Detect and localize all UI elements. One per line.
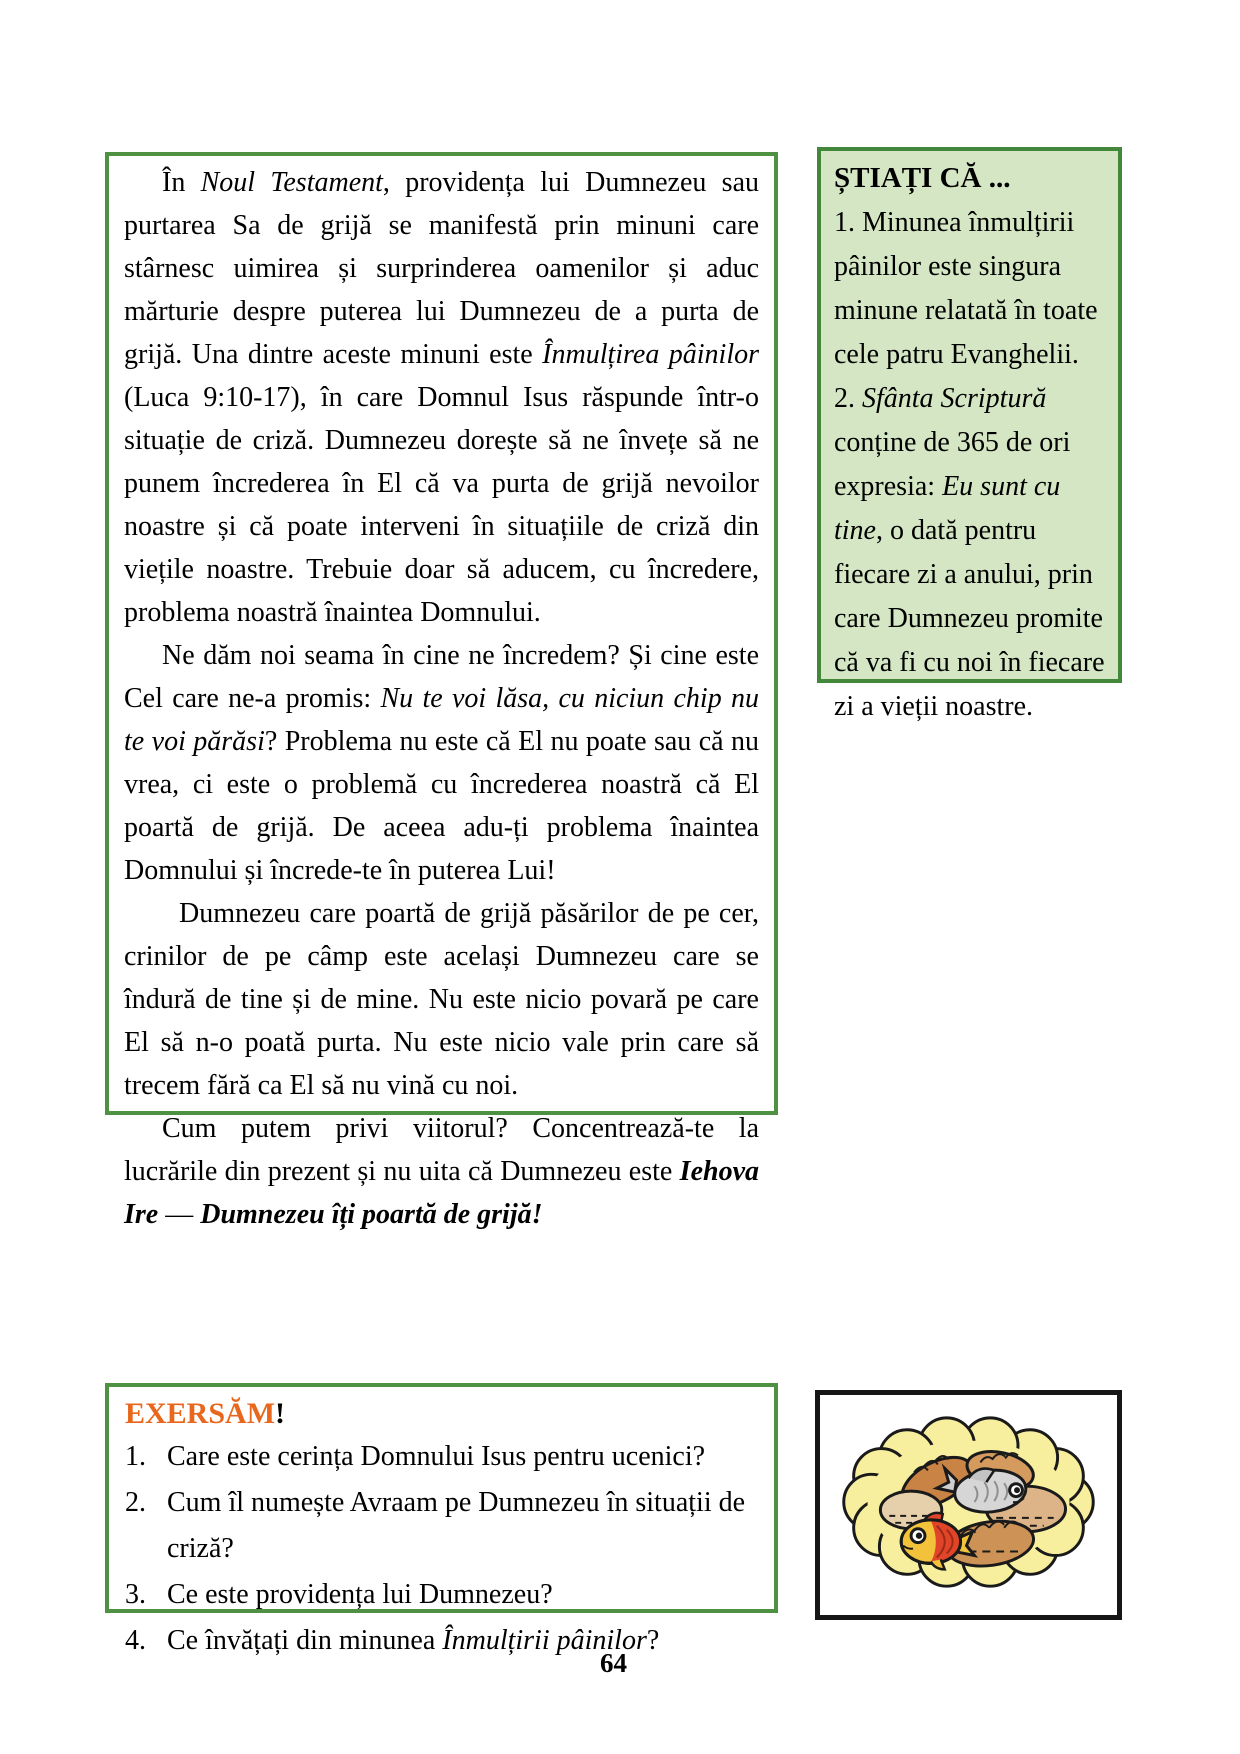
exercise-item [125, 1572, 756, 1618]
paragraph: Dumnezeu care poartă de grijă păsărilor de pe cer, crinilor de pe câmp este același Dumnezeu care se îndură de tine și de mine. Nu este nicio povară pe care El să n-o poată purta. Nu este nicio vale prin care să trecem fără ca El să nu vină cu noi. [124, 898, 759, 1101]
illustration-panel [815, 1390, 1122, 1620]
exercise-number: 4. [125, 1625, 146, 1656]
did-you-know-item: 2. Sfânta Scriptură conține de 365 de ori expresia: Eu sunt cu tine, o dată pentru fiecare zi a anului, prin care Dumnezeu promite că va fi cu noi în fiecare zi a vieții noastre. [834, 383, 1105, 722]
loaves-and-fish-illustration [820, 1395, 1117, 1615]
exercise-text: Cum îl numește Avraam pe Dumnezeu în situații de criză? [167, 1487, 746, 1564]
exercise-number: 2. [125, 1487, 146, 1518]
paragraph: Ne dăm noi seama în cine ne încredem? Și cine este Cel care ne-a promis: Nu te voi lăsa, cu niciun chip nu te voi părăsi? Problema nu este că El nu poate sau că nu vrea, ci este o problemă cu încrederea noastră că El poartă de grijă. De aceea adu-ți problema înaintea Domnului și încrede-te în puterea Lui! [124, 640, 760, 886]
main-text-panel [105, 152, 778, 1230]
did-you-know-title: ȘTIAȚI CĂ ... [834, 162, 1011, 194]
exercise-text: Ce este providența lui Dumnezeu? [167, 1579, 553, 1610]
paragraph: În Noul Testament, providența lui Dumnezeu sau purtarea Sa de grijă se manifestă prin minuni care stârnesc uimirea și surprinderea oamenilor și aduc mărturie despre puterea lui Dumnezeu de a purta de grijă. Una dintre aceste minuni este Înmulțirea pâinilor (Luca 9:10-17), în care Domnul Isus răspunde într-o situație de criză. Dumnezeu dorește să ne învețe să ne punem încrederea în El că va purta de grijă nevoilor noastre și că poate interveni în situațiile de criză din viețile noastre. Trebuie doar să aducem, cu încredere, problema noastră înaintea Domnului. [124, 167, 760, 628]
exercise-number: 3. [125, 1579, 146, 1610]
exercise-text: Ce învățați din minunea Înmulțirii pâinilor? [167, 1625, 660, 1656]
exercises-title [125, 1394, 756, 1434]
did-you-know-item: 1. Minunea înmulțirii pâinilor este singura minune relatată în toate cele patru Evanghelii. [834, 207, 1098, 370]
exercise-item [125, 1434, 756, 1480]
exercise-number: 1. [125, 1441, 146, 1472]
exercises-title-word: EXERSĂM [125, 1397, 276, 1430]
paragraph: Cum putem privi viitorul? Concentrează-te la lucrările din prezent și nu uita că Dumnezeu este Iehova Ire — Dumnezeu îți poartă de grijă! [124, 1113, 759, 1230]
page-number: 64 [600, 1648, 627, 1678]
exercises-panel [105, 1383, 778, 1656]
exercises-title-mark: ! [275, 1397, 286, 1430]
exercise-item [125, 1480, 756, 1572]
exercise-text: Care este cerința Domnului Isus pentru ucenici? [167, 1441, 706, 1472]
did-you-know-panel [817, 147, 1122, 722]
